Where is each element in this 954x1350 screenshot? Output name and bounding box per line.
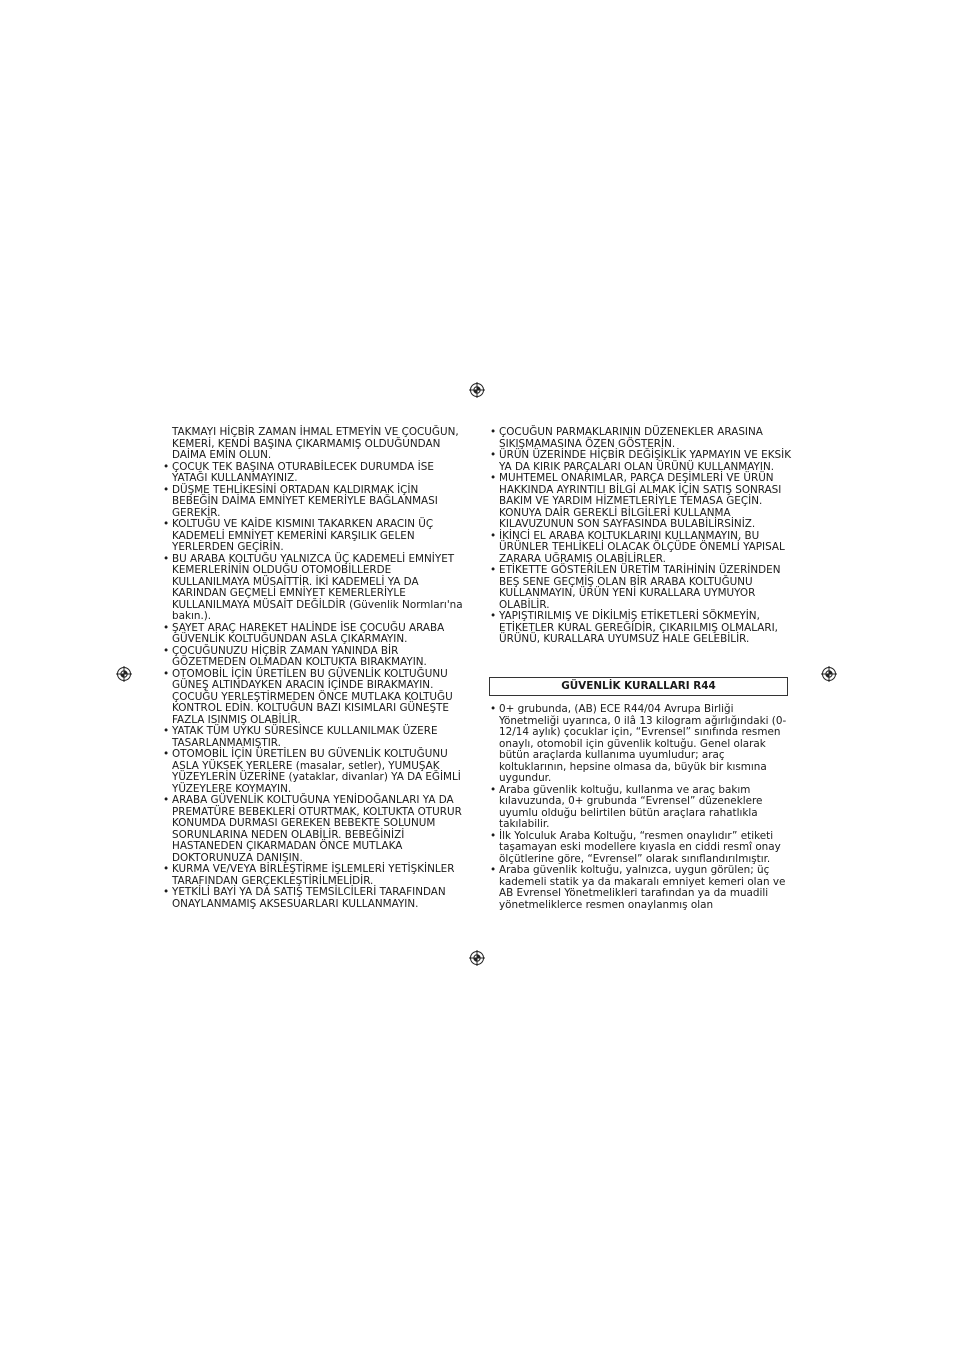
list-item: • YAPIŞTIRILMIŞ VE DİKİLMİŞ ETİKETLERİ SÖKMEYİN, ETİKETLER KURAL GEREĞİDİR, ÇIKARILMIŞ OLMALARI, ÜRÜNÜ, KURALLARA UYUMSUZ HALE GELEBİLİR. (489, 611, 791, 646)
list-item: • YETKİLİ BAYİ YA DA SATIŞ TEMSİLCİLERİ TARAFINDAN ONAYLANMAMIŞ AKSESUARLARI KULLANMAYIN. (162, 887, 464, 910)
registration-mark-top-icon (469, 382, 485, 398)
list-item: • MUHTEMEL ONARIMLAR, PARÇA DEŞİMLERİ VE ÜRÜN HAKKINDA AYRINTILI BİLGİ ALMAK İÇİN SATIŞ SONRASI BAKIM VE YARDIM HİZMETLERİYLE TEMASA GEÇİN. KONUYA DAİR GEREKLİ BİLGİLERİ KULLANMA KILAVUZUNUN SON SAYFASINDA BULABİLİRSİNİZ. (489, 473, 791, 531)
right-column (489, 427, 791, 646)
list-item: • Araba güvenlik koltuğu, yalnızca, uygun görülen; üç kademeli statik ya da makaralı emniyet kemeri olan ve AB Evrensel Yönetmelikleri tarafından ya da muadili yönetmeliklerce resmen onaylanmış olan (489, 865, 791, 911)
list-item: • KURMA VE/VEYA BİRLEŞTİRME İŞLEMLERİ YETİŞKİNLER TARAFINDAN GERÇEKLEŞTİRİLMELİDİR. (162, 864, 464, 887)
list-item: • ARABA GÜVENLİK KOLTUĞUNA YENİDOĞANLARI YA DA PREMATÜRE BEBEKLERİ OTURTMAK, KOLTUKTA OTURUR KONUMDA DURMASI GEREKEN BEBEKTE SOLUNUM SORUNLARINA NEDEN OLABİLİR. BEBEĞİNİZİ HASTANEDEN ÇIKARMADAN ÖNCE MUTLAKA DOKTORUNUZA DANIŞIN. (162, 795, 464, 864)
registration-mark-right-icon (821, 666, 837, 682)
list-item: • ÜRÜN ÜZERİNDE HİÇBİR DEĞİŞİKLİK YAPMAYIN VE EKSİK YA DA KIRIK PARÇALARI OLAN ÜRÜNÜ KULLANMAYIN. (489, 450, 791, 473)
list-item: • İlk Yolculuk Araba Koltuğu, “resmen onaylıdır” etiketi taşamayan eski modellere kıyasla en ciddi resmî onay ölçütlerine göre, “Evrensel” olarak sınıflandırılmıştır. (489, 831, 791, 866)
continuation-text: TAKMAYI HİÇBİR ZAMAN İHMAL ETMEYİN VE ÇOCUĞUN, KEMERİ, KENDİ BAŞINA ÇIKARMAMIŞ OLDUĞUNDAN DAİMA EMİN OLUN. (172, 426, 459, 461)
list-item: • ÇOCUK TEK BAŞINA OTURABİLECEK DURUMDA İSE YATAĞI KULLANMAYINIZ. (162, 462, 464, 485)
list-item: • İKİNCİ EL ARABA KOLTUKLARINI KULLANMAYIN, BU ÜRÜNLER TEHLİKELİ OLACAK ÖLÇÜDE ÖNEMLİ YAPISAL ZARARA UĞRAMIŞ OLABİLİRLER. (489, 531, 791, 566)
list-item: • KOLTUĞU VE KAİDE KISMINI TAKARKEN ARACIN ÜÇ KADEMELİ EMNİYET KEMERİNİ KARŞILIK GELEN YERLERDEN GEÇİRİN. (162, 519, 464, 554)
list-item: • ÇOCUĞUNUZU HİÇBİR ZAMAN YANINDA BİR GÖZETMEDEN OLMADAN KOLTUKTA BIRAKMAYIN. (162, 646, 464, 669)
list-item: • ŞAYET ARAÇ HAREKET HALİNDE İSE ÇOCUĞU ARABA GÜVENLİK KOLTUĞUNDAN ASLA ÇIKARMAYIN. (162, 623, 464, 646)
list-item: • OTOMOBİL İÇİN ÜRETİLEN BU GÜVENLİK KOLTUĞUNU ASLA YÜKSEK YERLERE (masalar, setler), YUMUŞAK YÜZEYLERİN ÜZERİNE (yataklar, divanlar) YA DA EĞİMLİ YÜZEYLERE KOYMAYIN. (162, 749, 464, 795)
list-item: • 0+ grubunda, (AB) ECE R44/04 Avrupa Birliği Yönetmeliği uyarınca, 0 ilâ 13 kilogram ağırlığındaki (0-12/14 aylık) çocuklar için, “Evrensel” sınıfında resmen onaylı, otomobil için güvenlik koltuğu. Genel olarak bütün araçlarda kullanıma uyumludur; araç koltuklarının, hepsine olmasa da, büyük bir kısmına uygundur. (489, 704, 791, 785)
left-column (162, 427, 464, 910)
list-item: • ÇOCUĞUN PARMAKLARININ DÜZENEKLER ARASINA SIKIŞMAMASINA ÖZEN GÖSTERİN. (489, 427, 791, 450)
list-item: • DÜŞME TEHLİKESİNİ ORTADAN KALDIRMAK İÇİN BEBEĞİN DAİMA EMNİYET KEMERİYLE BAĞLANMASI GEREKİR. (162, 485, 464, 520)
list-item: • ETİKETTE GÖSTERİLEN ÜRETİM TARİHİNİN ÜZERİNDEN BEŞ SENE GEÇMİŞ OLAN BİR ARABA KOLTUĞUNU KULLANMAYIN, ÜRÜN YENİ KURALLARA UYMUYOR OLABİLİR. (489, 565, 791, 611)
list-item: • BU ARABA KOLTUĞU YALNIZCA ÜÇ KADEMELİ EMNİYET KEMERLERİNİN OLDUĞU OTOMOBİLLERDE KULLANILMAYA MÜSAİTTİR. İKİ KADEMELİ YA DA KARINDAN GEÇMELİ EMNİYET KEMERLERİYLE KULLANILMAYA MÜSAİT DEĞİLDİR (Güvenlik Normları'na bakın.). (162, 554, 464, 623)
list-item: • Araba güvenlik koltuğu, kullanma ve araç bakım kılavuzunda, 0+ grubunda “Evrensel” düzeneklere uyumlu olduğu belirtilen bütün araçlara rahatlıkla takılabilir. (489, 785, 791, 831)
section-title: GÜVENLİK KURALLARI R44 (489, 677, 788, 696)
registration-mark-bottom-icon (469, 950, 485, 966)
list-item: • YATAK TÜM UYKU SÜRESİNCE KULLANILMAK ÜZERE TASARLANMAMIŞTIR. (162, 726, 464, 749)
list-item: • OTOMOBİL İÇİN ÜRETİLEN BU GÜVENLİK KOLTUĞUNU GÜNEŞ ALTINDAYKEN ARACIN İÇİNDE BIRAKMAYIN. ÇOCUĞU YERLEŞTİRMEDEN ÖNCE MUTLAKA KOLTUĞU KONTROL EDİN. KOLTUĞUN BAZI KISIMLARI GÜNEŞTE FAZLA ISINMIŞ OLABİLİR. (162, 669, 464, 727)
registration-mark-left-icon (116, 666, 132, 682)
section-list (489, 704, 791, 911)
